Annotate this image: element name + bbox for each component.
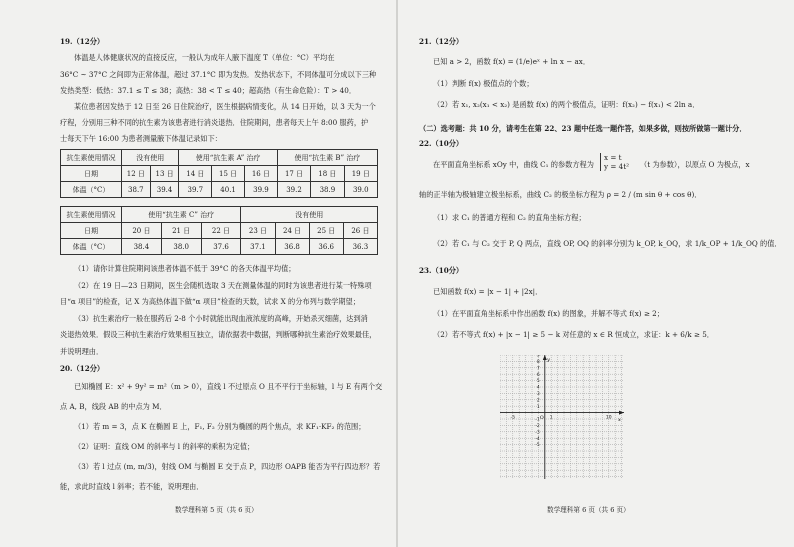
x-tick-label: -5 bbox=[510, 415, 516, 421]
q20-part1: （1）若 m = 3，点 K 在椭圆 E 上，F₁, F₂ 分别为椭圆的两个焦点，求 KF₁·KF₂ 的范围； bbox=[74, 422, 366, 431]
q19-intro-line5: 疗程，分别用三种不同的抗生素为该患者进行消炎退热．住院期间，患者每天上午 8:00 服药，护 bbox=[60, 118, 369, 127]
q21-part2: （2）若 x₁, x₂(x₁ < x₂) 是函数 f(x) 的两个极值点，证明：f(x₂) − f(x₁) < 2ln a． bbox=[433, 100, 700, 109]
t2-header-usage: 抗生素使用情况 bbox=[61, 207, 122, 223]
t2-row-label-date: 日期 bbox=[61, 223, 122, 239]
t1-header-usage: 抗生素使用情况 bbox=[61, 150, 122, 166]
q22-parametric-system bbox=[600, 153, 629, 171]
t2-date-cell: 24 日 bbox=[275, 223, 309, 239]
t2-row-label-temp: 体温（°C） bbox=[61, 239, 122, 255]
coordinate-grid bbox=[500, 355, 624, 479]
page-6 bbox=[397, 0, 794, 547]
t2-date-cell: 23 日 bbox=[241, 223, 275, 239]
t1-temp-cell: 39.9 bbox=[245, 182, 278, 198]
q22-intro-line1b: （t 为参数），以原点 O 为极点，x bbox=[640, 160, 750, 169]
t2-header-antibiotic-c: 使用“抗生素 C” 治疗 bbox=[122, 207, 241, 223]
t1-date-cell: 12 日 bbox=[122, 166, 151, 182]
t2-temp-cell: 36.3 bbox=[343, 239, 377, 255]
t1-temp-cell: 38.7 bbox=[122, 182, 151, 198]
y-tick-label: 3 bbox=[536, 392, 540, 397]
t1-row-label-temp: 体温（°C） bbox=[61, 182, 122, 198]
q19-part2-line1: （2）在 19 日—23 日期间，医生会随机选取 3 天在测量体温的同时为该患者进行某一特殊项 bbox=[74, 281, 372, 290]
q22-intro-line2: 轴的正半轴为极轴建立极坐标系，曲线 C₂ 的极坐标方程为 ρ = 2 / (m sin θ + cos θ)． bbox=[419, 190, 702, 199]
q22-part1: （1）求 C₁ 的普通方程和 C₂ 的直角坐标方程； bbox=[433, 213, 586, 222]
q19-title: 19.（12分） bbox=[60, 37, 105, 46]
t2-date-cell: 25 日 bbox=[309, 223, 343, 239]
t2-temp-cell: 38.4 bbox=[122, 239, 162, 255]
q19-part1: （1）请你计算住院期间该患者体温不低于 39°C 的各天体温平均值； bbox=[74, 264, 296, 273]
t2-header-none: 没有使用 bbox=[241, 207, 378, 223]
t1-header-antibiotic-a: 使用“抗生素 A” 治疗 bbox=[179, 150, 277, 166]
y-tick-label: -5 bbox=[535, 443, 540, 449]
t1-temp-cell: 38.9 bbox=[311, 182, 344, 198]
grid-svg bbox=[500, 355, 624, 479]
q22-title: 22.（10分） bbox=[419, 139, 464, 148]
t1-date-cell: 17 日 bbox=[277, 166, 310, 182]
t1-date-cell: 19 日 bbox=[344, 166, 377, 182]
t1-header-none: 没有使用 bbox=[122, 150, 179, 166]
t1-temp-cell: 39.7 bbox=[179, 182, 212, 198]
y-tick-label: 9 bbox=[536, 355, 540, 359]
t2-date-cell: 20 日 bbox=[122, 223, 162, 239]
temperature-table-2 bbox=[60, 206, 378, 255]
x-tick-label: 10 bbox=[605, 415, 612, 421]
t2-temp-cell: 37.1 bbox=[241, 239, 275, 255]
t2-date-cell: 22 日 bbox=[201, 223, 241, 239]
temperature-table-1 bbox=[60, 149, 378, 198]
t1-header-antibiotic-b: 使用“抗生素 B” 治疗 bbox=[277, 150, 377, 166]
q23-part2: （2）若不等式 f(x) + |x − 1| ≥ 5 − k 对任意的 x ∈ R 恒成立，求证：k + 6/k ≥ 5． bbox=[433, 330, 714, 339]
t1-date-cell: 14 日 bbox=[179, 166, 212, 182]
q20-title: 20.（12分） bbox=[60, 364, 105, 373]
x-axis-label: x bbox=[618, 417, 621, 423]
q20-intro-line2: 点 A, B，线段 AB 的中点为 M． bbox=[60, 402, 167, 411]
q19-part2-line2: 目“α 项目”的检查，记 X 为高热体温下做“α 项目”检查的天数，试求 X 的分布列与数学期望； bbox=[60, 297, 360, 306]
q19-part3-line1: （3）抗生素治疗一般在服药后 2-8 个小时就能出现血液浓度的高峰，开始杀灭细菌，达到消 bbox=[74, 314, 368, 323]
t1-temp-cell: 39.4 bbox=[150, 182, 179, 198]
q22-part2: （2）若 C₁ 与 C₂ 交于 P, Q 两点，直线 OP, OQ 的斜率分别为 k_OP, k_OQ，求 1/k_OP + 1/k_OQ 的值． bbox=[433, 239, 782, 248]
t2-temp-cell: 38.0 bbox=[161, 239, 201, 255]
t1-row-label-date: 日期 bbox=[61, 166, 122, 182]
q22-intro-line1: 在平面直角坐标系 xOy 中，曲线 C₁ 的参数方程为 bbox=[433, 160, 594, 169]
y-tick-label: 5 bbox=[536, 379, 540, 385]
q20-part3-line2: 能，求此时直线 l 斜率；若不能，说明理由． bbox=[60, 482, 204, 491]
t1-temp-cell: 40.1 bbox=[212, 182, 245, 198]
t2-temp-cell: 36.6 bbox=[309, 239, 343, 255]
q21-intro: 已知 a > 2，函数 f(x) = (1/e)eˣ + ln x − ax． bbox=[433, 57, 591, 66]
q23-title: 23.（10分） bbox=[419, 266, 464, 275]
y-tick-label: -2 bbox=[535, 424, 540, 429]
q21-title: 21.（12分） bbox=[419, 37, 464, 46]
x-tick-label: 1 bbox=[549, 415, 553, 421]
t2-temp-cell: 36.8 bbox=[275, 239, 309, 255]
q19-intro-line1: 体温是人体健康状况的直接反应，一般认为成年人腋下温度 T（单位：°C）平均在 bbox=[74, 53, 335, 62]
q19-intro-line4: 某位患者因发热于 12 日至 26 日住院治疗，医生根据病情变化，从 14 日开始，以 3 天为一个 bbox=[74, 102, 376, 111]
q20-intro-line1: 已知椭圆 E：x² + 9y² = m²（m > 0），直线 l 不过原点 O 且不平行于坐标轴，l 与 E 有两个交 bbox=[74, 382, 383, 391]
y-axis-label: y bbox=[547, 357, 550, 363]
t1-date-cell: 16 日 bbox=[245, 166, 278, 182]
q20-part2: （2）证明：直线 OM 的斜率与 l 的斜率的乘积为定值； bbox=[74, 442, 255, 451]
y-tick-label: -4 bbox=[535, 436, 540, 442]
y-tick-label: 4 bbox=[536, 385, 540, 391]
t1-date-cell: 18 日 bbox=[311, 166, 344, 182]
q21-part1: （1）判断 f(x) 极值点的个数； bbox=[433, 79, 534, 88]
y-tick-label: 8 bbox=[536, 360, 540, 365]
y-tick-label: -1 bbox=[535, 417, 540, 423]
t2-date-cell: 26 日 bbox=[343, 223, 377, 239]
t1-date-cell: 13 日 bbox=[150, 166, 179, 182]
q19-part3-line2: 炎退热效果．假设三种抗生素治疗效果相互独立，请依据表中数据，判断哪种抗生素治疗效果最佳， bbox=[60, 330, 377, 339]
t1-temp-cell: 39.2 bbox=[277, 182, 310, 198]
q19-intro-line6: 士每天下午 16:00 为患者测量腋下体温记录如下： bbox=[60, 134, 222, 143]
y-tick-label: 2 bbox=[536, 398, 540, 404]
q23-part1: （1）在平面直角坐标系中作出函数 f(x) 的图象，并解不等式 f(x) ≥ 2； bbox=[433, 309, 664, 318]
t2-temp-cell: 37.6 bbox=[201, 239, 241, 255]
t2-date-cell: 21 日 bbox=[161, 223, 201, 239]
t1-temp-cell: 39.0 bbox=[344, 182, 377, 198]
q19-part3-line3: 并说明理由． bbox=[60, 347, 104, 356]
y-tick-label: 6 bbox=[536, 372, 540, 378]
y-tick-label: 1 bbox=[536, 404, 540, 410]
page-footer-6: 数学理科第 6 页（共 6 页） bbox=[547, 506, 630, 514]
q22-equation-y: y = 4t² bbox=[604, 162, 629, 171]
t1-date-cell: 15 日 bbox=[212, 166, 245, 182]
q22-equation-x: x = t bbox=[604, 153, 622, 162]
y-tick-label: 7 bbox=[536, 366, 540, 372]
page-footer-5: 数学理科第 5 页（共 6 页） bbox=[175, 506, 258, 514]
y-tick-label: -3 bbox=[535, 430, 540, 436]
q23-intro: 已知函数 f(x) = |x − 1| + |2x|． bbox=[433, 287, 543, 296]
optional-section-header: （二）选考题：共 10 分，请考生在第 22、23 题中任选一题作答，如果多做，则按所做第一题计分． bbox=[419, 124, 747, 133]
q19-intro-line2: 36°C ~ 37°C 之间即为正常体温，超过 37.1°C 即为发热．发热状态下，不同体温可分成以下三种 bbox=[60, 70, 377, 79]
origin-label: O bbox=[540, 416, 544, 421]
q20-part3-line1: （3）若 l 过点 (m, m/3)，射线 OM 与椭圆 E 交于点 P，四边形 OAPB 能否为平行四边形？若 bbox=[74, 462, 381, 471]
q19-intro-line3: 发热类型：低热：37.1 ≤ T ≤ 38；高热：38 < T ≤ 40；超高热（有生命危险）：T > 40． bbox=[60, 86, 357, 95]
